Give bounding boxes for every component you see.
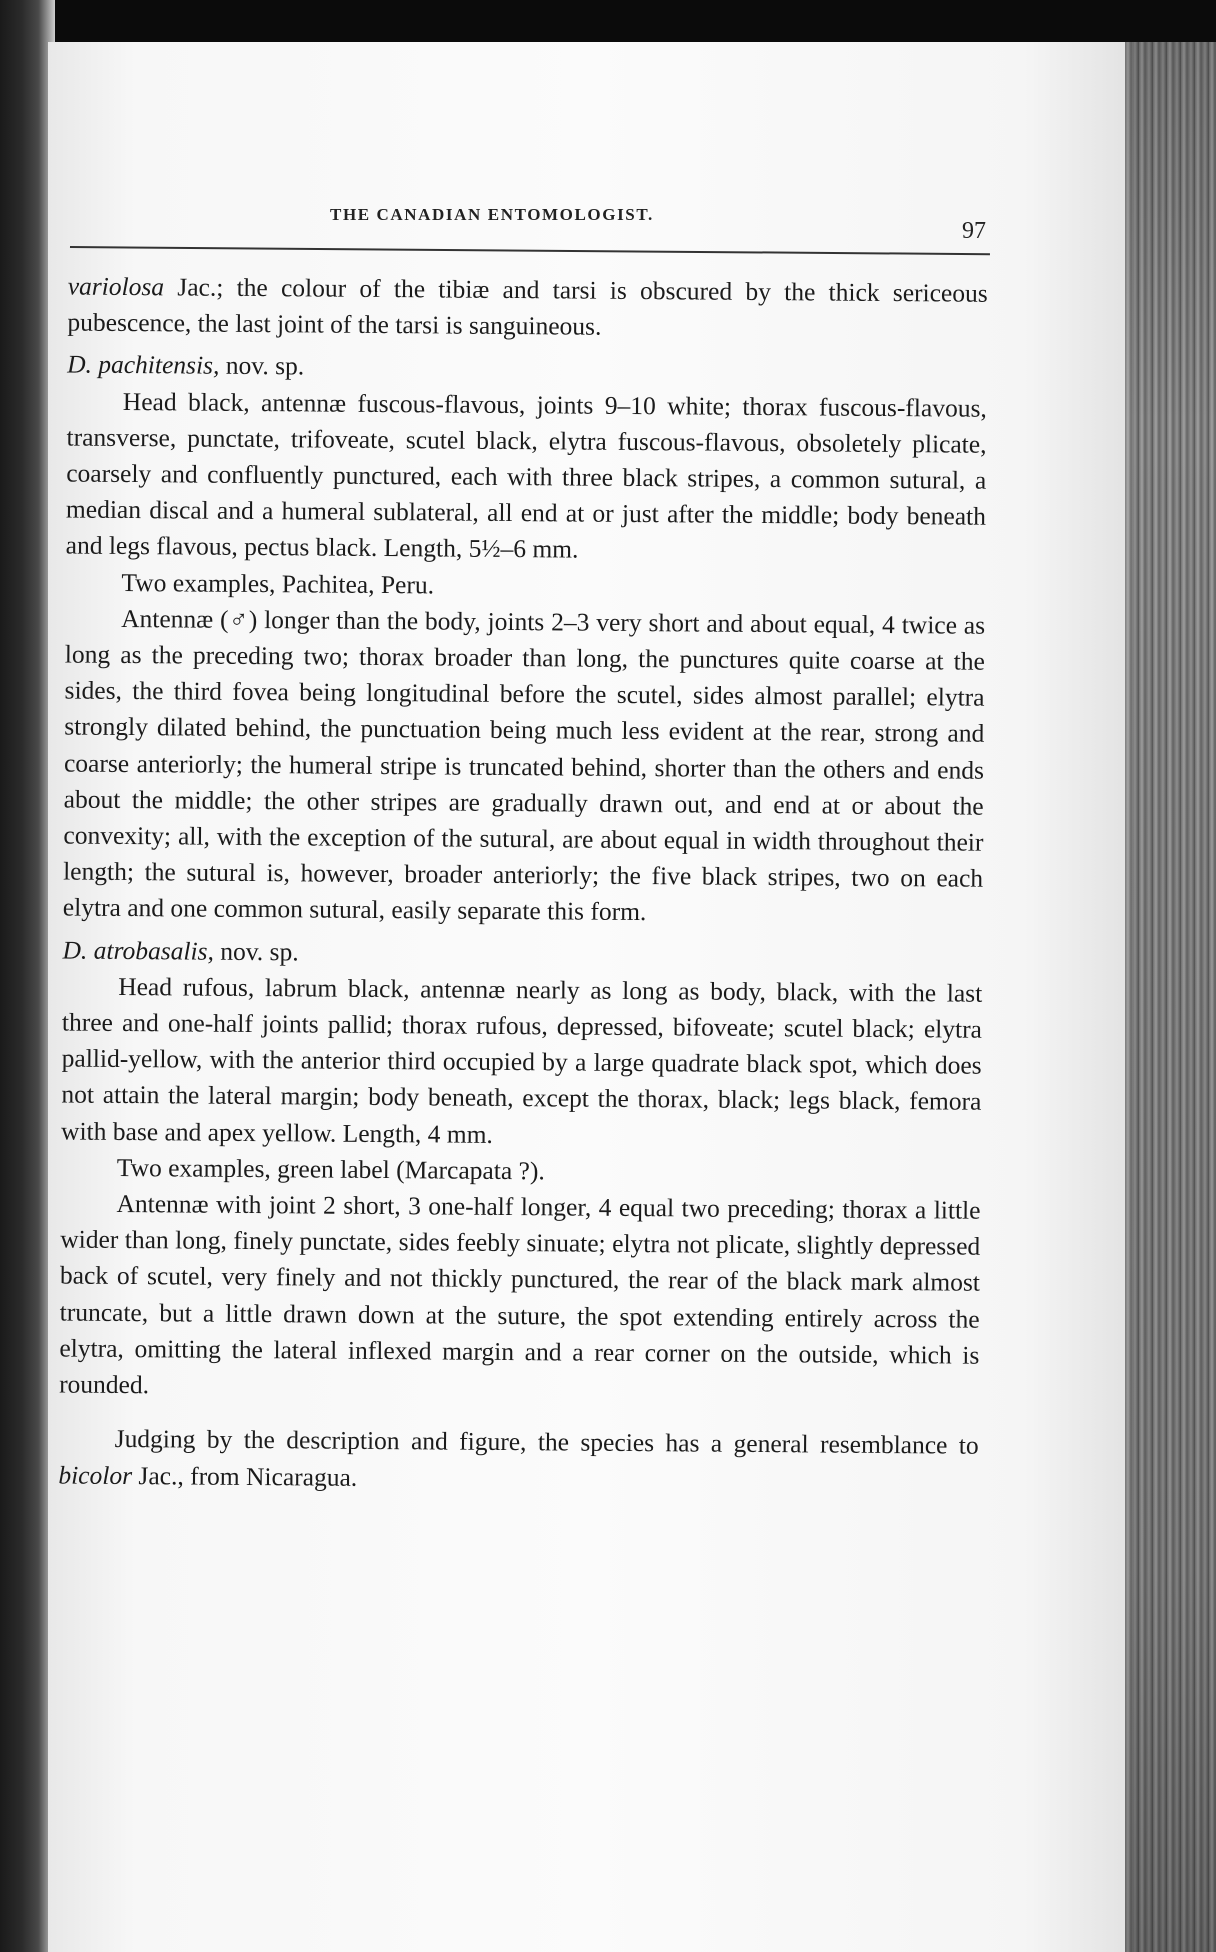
running-header: THE CANADIAN ENTOMOLOGIST.	[330, 205, 654, 224]
paragraph-conclusion: Judging by the description and figure, the species has a general resemblance to bicolor Jac., from Nicaragua.	[58, 1424, 979, 1492]
italic-species-name: variolosa	[67, 271, 165, 302]
paragraph-description: Head black, antennæ fuscous-flavous, joints 9–10 white; thorax fuscous-flavous, transverse, punctate, trifoveate, scutel black, elytra fuscous-flavous, obsoletely plicate, coarsely and confluently punctured, each with three black stripes, a common sutural, a median discal and a humeral sublateral, all end at or just after the middle; body beneath and legs flavous, pectus black. Length, 5½–6 mm.	[65, 386, 987, 564]
book-spine-shadow	[0, 0, 55, 1952]
paragraph-notes: Antennæ (♂) longer than the body, joints 2–3 very short and about equal, 4 twice as long as the preceding two; thorax broader than long, the punctures quite coarse at the sides, the third fovea being longitudinal before the scutel, sides almost parallel; elytra strongly dilated behind, the punctuation being much less evident at the rear, strong and coarse anteriorly; the humeral stripe is truncated behind, shorter than the others and ends about the middle; the other stripes are gradually drawn out, and end at or about the convexity; all, with the exception of the sutural, are about equal in width throughout their length; the sutural is, however, broader anteriorly; the five black stripes, two on each elytra and one common sutural, easily separate this form.	[62, 603, 986, 927]
species-heading-pachitensis: D. pachitensis, nov. sp.	[67, 349, 305, 381]
paragraph-locality: Two examples, green label (Marcapata ?).	[116, 1152, 545, 1186]
paragraph-locality: Two examples, Pachitea, Peru.	[121, 567, 435, 600]
page-number: 97	[962, 218, 986, 244]
paragraph-continuation: variolosa Jac.; the colour of the tibiæ and tarsi is obscured by the thick sericeous pubescence, the last joint of the tarsi is sanguineous.	[67, 271, 988, 341]
page-body	[58, 269, 988, 1501]
paragraph-description: Head rufous, labrum black, antennæ nearly as long as body, black, with the last three and one-half joints pallid; thorax rufous, depressed, bifoveate; scutel black; elytra pallid-yellow, with the anterior third occupied by a large quadrate black spot, which does not attain the lateral margin; body beneath, except the thorax, black; legs black, femora with base and apex yellow. Length, 4 mm.	[61, 971, 983, 1149]
paragraph-notes: Antennæ with joint 2 short, 3 one-half longer, 4 equal two preceding; thorax a little wider than long, finely punctate, sides feebly sinuate; elytra not plicate, slightly depressed back of scutel, very finely and not thickly punctured, the rear of the black mark almost truncate, but a little drawn down at the suture, the spot extending entirely across the elytra, omitting the lateral inflexed margin and a rear corner on the outside, which is rounded.	[59, 1189, 981, 1400]
species-heading-atrobasalis: D. atrobasalis, nov. sp.	[62, 935, 299, 967]
page-edges-shade	[1125, 42, 1216, 1952]
